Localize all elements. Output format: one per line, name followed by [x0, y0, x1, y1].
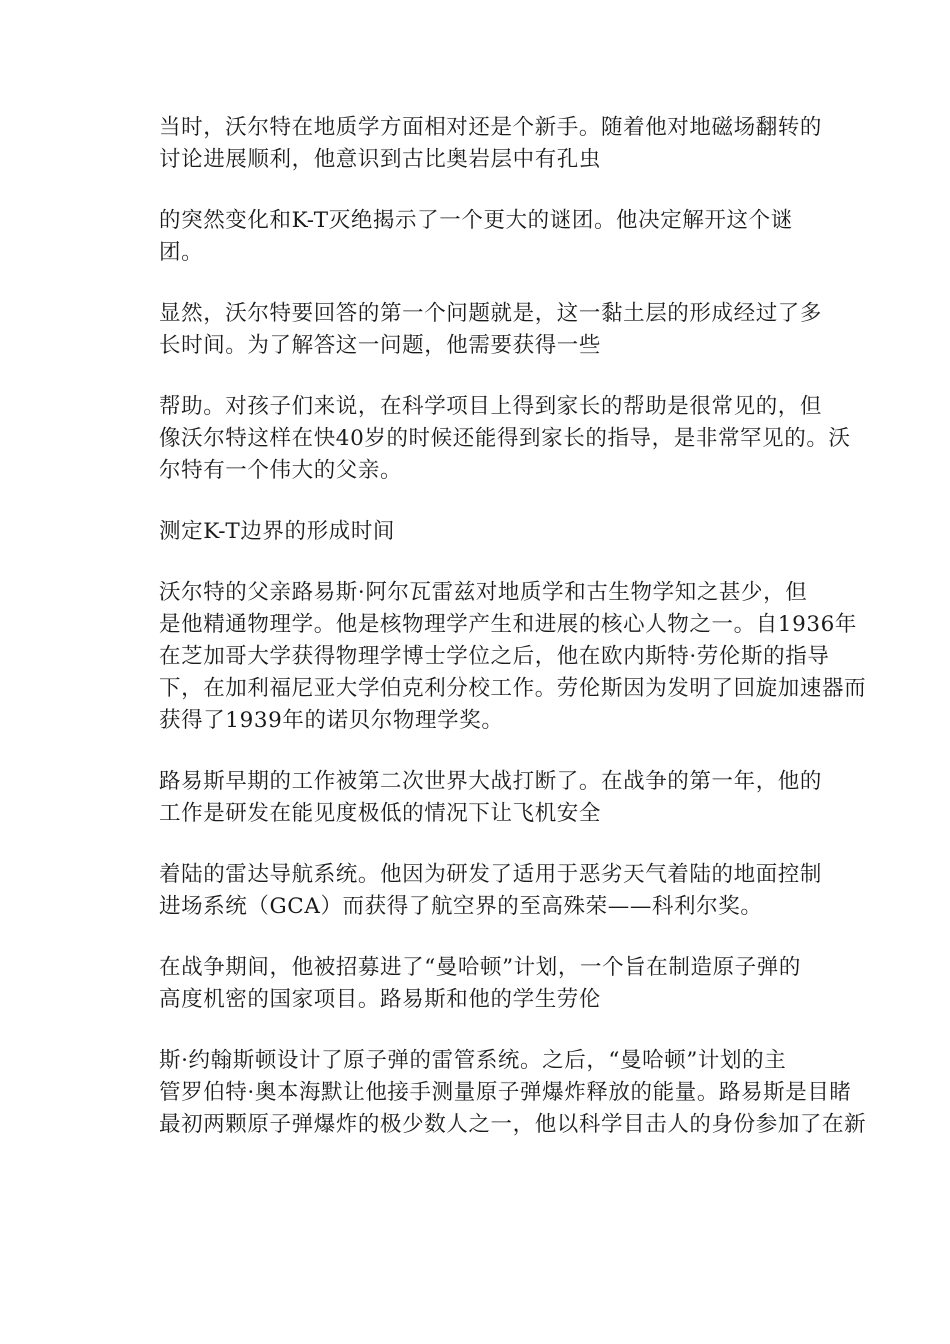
text-line: 尔特有一个伟大的父亲。 [159, 458, 403, 483]
text-line: 下，在加利福尼亚大学伯克利分校工作。劳伦斯因为发明了回旋加速器而 [159, 676, 867, 701]
paragraph [116, 205, 836, 269]
text-line: 获得了1939年的诺贝尔物理学奖。 [159, 708, 504, 733]
text-line: 像沃尔特这样在快40岁的时候还能得到家长的指导，是非常罕见的。沃 [159, 426, 851, 451]
paragraph [116, 112, 836, 176]
text-line: 工作是研发在能见度极低的情况下让飞机安全 [159, 801, 602, 826]
text-line: 团。 [159, 240, 204, 265]
document-body [116, 112, 867, 1170]
text-line: 沃尔特的父亲路易斯·阿尔瓦雷兹对地质学和古生物学知之甚少，但 [159, 580, 808, 605]
text-line: 进场系统（GCA）而获得了航空界的至高殊荣——科利尔奖。 [159, 894, 763, 919]
paragraph [116, 952, 836, 1016]
text-line: 最初两颗原子弹爆炸的极少数人之一，他以科学目击人的身份参加了在新 [159, 1112, 867, 1137]
text-line: 着陆的雷达导航系统。他因为研发了适用于恶劣天气着陆的地面控制 [159, 862, 823, 887]
text-line: 长时间。为了解答这一问题，他需要获得一些 [159, 333, 602, 358]
text-line: 测定K-T边界的形成时间 [159, 519, 396, 544]
text-line: 的突然变化和K-T灭绝揭示了一个更大的谜团。他决定解开这个谜 [159, 208, 793, 233]
section-heading [116, 516, 836, 548]
text-line: 显然，沃尔特要回答的第一个问题就是，这一黏土层的形成经过了多 [159, 301, 823, 326]
paragraph [116, 859, 836, 923]
text-line: 斯·约翰斯顿设计了原子弹的雷管系统。之后，“曼哈顿”计划的主 [159, 1048, 787, 1073]
paragraph [116, 1045, 867, 1141]
paragraph [116, 391, 851, 487]
paragraph [116, 766, 836, 830]
text-line: 讨论进展顺利，他意识到古比奥岩层中有孔虫 [159, 147, 602, 172]
text-line: 在战争期间，他被招募进了“曼哈顿”计划，一个旨在制造原子弹的 [159, 955, 801, 980]
text-line: 在芝加哥大学获得物理学博士学位之后，他在欧内斯特·劳伦斯的指导 [159, 644, 830, 669]
text-line: 帮助。对孩子们来说，在科学项目上得到家长的帮助是很常见的，但 [159, 394, 823, 419]
text-line: 路易斯早期的工作被第二次世界大战打断了。在战争的第一年，他的 [159, 769, 823, 794]
paragraph [116, 298, 836, 362]
text-line: 高度机密的国家项目。路易斯和他的学生劳伦 [159, 987, 602, 1012]
paragraph [116, 577, 867, 737]
text-line: 是他精通物理学。他是核物理学产生和进展的核心人物之一。自1936年 [159, 612, 858, 637]
text-line: 管罗伯特·奥本海默让他接手测量原子弹爆炸释放的能量。路易斯是目睹 [159, 1080, 852, 1105]
text-line: 当时，沃尔特在地质学方面相对还是个新手。随着他对地磁场翻转的 [159, 115, 823, 140]
